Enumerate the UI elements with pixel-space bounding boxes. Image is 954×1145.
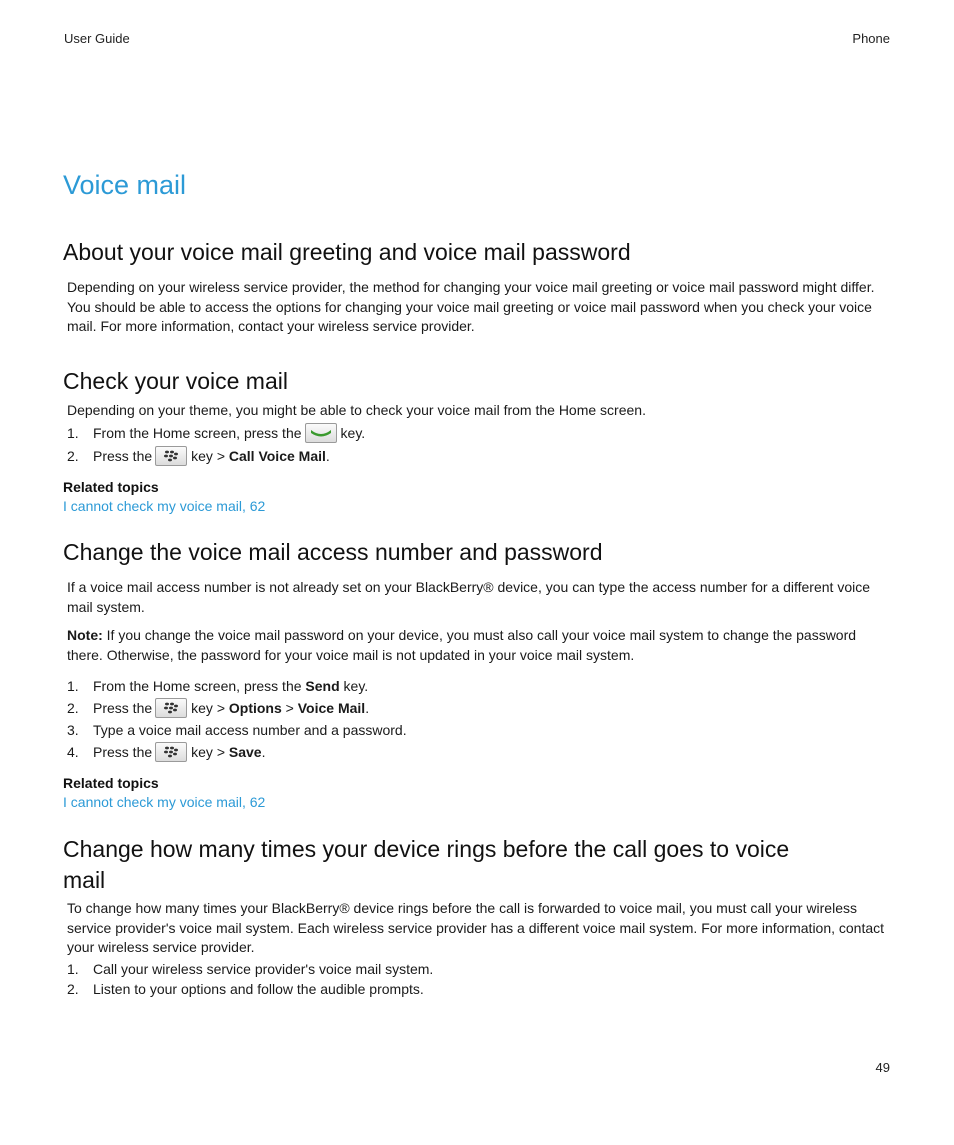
step-number: 1.	[67, 678, 79, 694]
step-number: 2.	[67, 981, 79, 997]
related-topic-link[interactable]: I cannot check my voice mail, 62	[63, 794, 266, 810]
list-item	[67, 741, 265, 763]
note-paragraph	[67, 626, 889, 665]
note-label: Note:	[67, 627, 103, 643]
section-body-greeting: Depending on your wireless service provider, the method for changing your voice mail greeting or voice mail password might differ. You should be able to access the options for changing your voice mail greeting or voice mail password when you check your voice mail. For more information, contact your wireless service provider.	[67, 279, 875, 334]
step-text: From the Home screen, press the	[93, 425, 302, 441]
step-bold: Options	[228, 700, 282, 716]
step-text: Listen to your options and follow the audible prompts.	[93, 981, 424, 997]
step-number: 3.	[67, 722, 79, 738]
list-item	[67, 675, 368, 697]
page-number: 49	[875, 1060, 890, 1075]
step-text: .	[325, 448, 330, 464]
note-text: If you change the voice mail password on your device, you must also call your voice mail system to change the password there. Otherwise, the password for your voice mail is not updated in your voice mail system.	[67, 627, 857, 663]
step-text: key >	[191, 744, 225, 760]
list-item	[67, 958, 433, 980]
step-number: 2.	[67, 700, 79, 716]
related-topic-link[interactable]: I cannot check my voice mail, 62	[63, 498, 266, 514]
step-text: key.	[343, 678, 369, 694]
step-number: 1.	[67, 961, 79, 977]
step-text: Press the	[93, 700, 153, 716]
list-item	[67, 422, 365, 444]
menu-key-icon	[155, 742, 187, 762]
section-intro-check: Depending on your theme, you might be able to check your voice mail from the Home screen.	[67, 402, 646, 418]
list-item	[67, 978, 424, 1000]
step-text: >	[285, 700, 294, 716]
related-topics-label: Related topics	[63, 479, 159, 495]
heading-line: mail	[63, 867, 106, 893]
section-heading-rings	[63, 834, 789, 896]
running-header-right: Phone	[852, 31, 890, 46]
send-key-icon	[305, 423, 337, 443]
step-text: .	[261, 744, 266, 760]
step-text: key >	[191, 700, 225, 716]
step-number: 4.	[67, 744, 79, 760]
step-bold: Call Voice Mail	[228, 448, 326, 464]
menu-key-icon	[155, 698, 187, 718]
step-number: 2.	[67, 448, 79, 464]
section-heading-access-number: Change the voice mail access number and password	[63, 539, 603, 565]
heading-line: Change how many times your device rings before the call goes to voice	[63, 836, 790, 862]
list-item	[67, 445, 330, 467]
section-body-rings: To change how many times your BlackBerry® device rings before the call is forwarded to voice mail, you must call your wireless service provider's voice mail system. Each wireless service provider has a different voice mail system. For more information, contact your wireless service provider.	[67, 900, 885, 955]
step-text: Press the	[93, 744, 153, 760]
step-number: 1.	[67, 425, 79, 441]
step-text: Call your wireless service provider's voice mail system.	[93, 961, 434, 977]
page-title: Voice mail	[63, 170, 187, 200]
section-heading-greeting: About your voice mail greeting and voice mail password	[63, 239, 631, 265]
step-text: Press the	[93, 448, 153, 464]
menu-key-icon	[155, 446, 187, 466]
step-bold: Send	[305, 678, 340, 694]
step-bold: Save	[228, 744, 262, 760]
step-text: .	[365, 700, 370, 716]
step-text: From the Home screen, press the	[93, 678, 302, 694]
related-topics-label: Related topics	[63, 775, 159, 791]
running-header-left: User Guide	[64, 31, 130, 46]
list-item	[67, 697, 369, 719]
step-bold: Voice Mail	[297, 700, 366, 716]
section-heading-check: Check your voice mail	[63, 368, 288, 394]
list-item	[67, 719, 407, 741]
step-text: key >	[191, 448, 225, 464]
step-text: key.	[340, 425, 366, 441]
step-text: Type a voice mail access number and a password.	[93, 722, 407, 738]
section-body-access-number: If a voice mail access number is not already set on your BlackBerry® device, you can type the access number for a different voice mail system.	[67, 579, 870, 615]
